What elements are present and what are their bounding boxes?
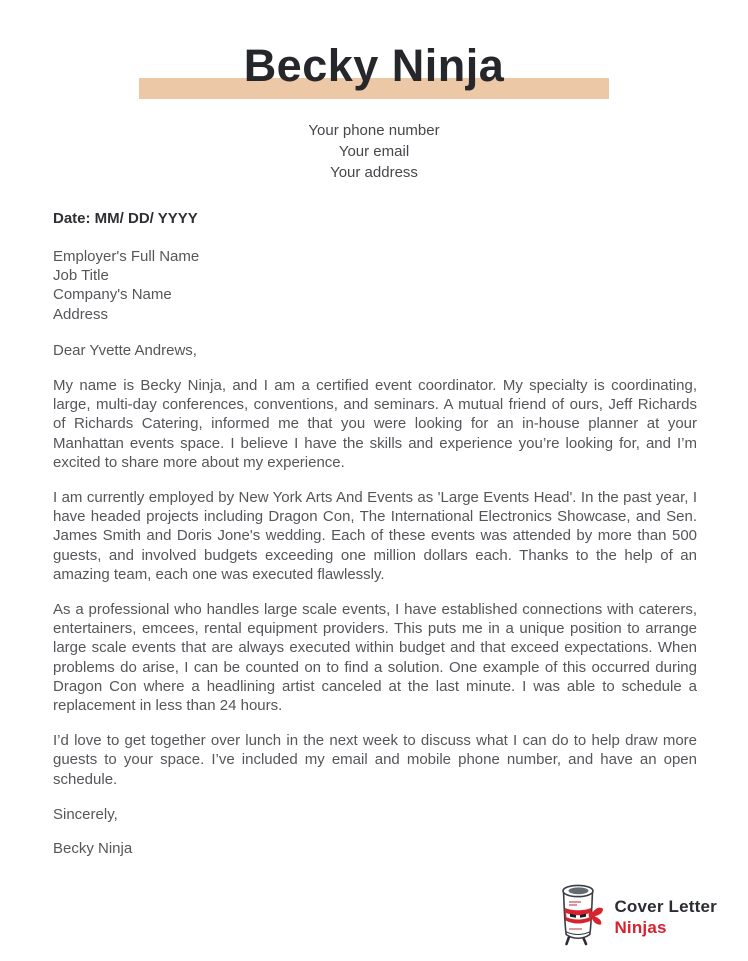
date-line: Date: MM/ DD/ YYYY bbox=[53, 210, 198, 227]
brand-logo bbox=[552, 882, 717, 951]
letter-header bbox=[0, 0, 748, 90]
logo-line1: Cover Letter bbox=[614, 896, 717, 916]
recipient-name: Employer's Full Name bbox=[53, 248, 200, 265]
closing: Sincerely, bbox=[53, 805, 118, 823]
contact-email: Your email bbox=[338, 143, 410, 160]
recipient-address: Address bbox=[53, 305, 109, 323]
contact-phone: Your phone number bbox=[308, 122, 440, 139]
paragraph-skills: As a professional who handles large scale events, I have established connections with caterers, entertainers, emcees, rental equipment providers. This puts me in a unique position to arrange large scale events that are always executed within budget and that exceed expectations. When problems do arise, I can be counted on to find a solution. One example of this occurred during Dragon Con where a headlining artist canceled at the last minute. I was able to schedule a replacement in less than 24 hours. bbox=[53, 601, 697, 715]
logo-line2: Ninjas bbox=[614, 917, 667, 937]
ninja-scroll-icon bbox=[552, 882, 604, 951]
recipient-block bbox=[53, 247, 697, 324]
contact-address: Your address bbox=[330, 164, 418, 181]
paragraph-intro: My name is Becky Ninja, and I am a certified event coordinator. My specialty is coordinating, large, multi-day conferences, conventions, and seminars. A mutual friend of ours, Jeff Richards of Richards Catering, informed me that you were looking for an in-house planner at your Manhattan events space. I believe I have the skills and experience you’re looking for, and I’m excited to share more about my experience. bbox=[53, 377, 697, 471]
signature: Becky Ninja bbox=[53, 840, 133, 858]
salutation: Dear Yvette Andrews, bbox=[53, 341, 197, 359]
logo-text bbox=[614, 896, 717, 938]
recipient-job-title: Job Title bbox=[53, 267, 109, 285]
contact-block bbox=[0, 120, 748, 183]
page-title: Becky Ninja bbox=[243, 40, 505, 91]
recipient-company: Company's Name bbox=[53, 286, 172, 304]
letter-body bbox=[53, 209, 697, 858]
paragraph-experience: I am currently employed by New York Arts And Events as 'Large Events Head'. In the past year, I have headed projects including Dragon Con, The International Electronics Showcase, and Sen. James Smith and Doris Jone's wedding. Each of these events was attended by more than 500 guests, and involved budgets exceeding one million dollars each. Thanks to the help of an amazing team, each one was executed flawlessly. bbox=[53, 489, 697, 583]
paragraph-call-to-action: I’d love to get together over lunch in the next week to discuss what I can do to help draw more guests to your space. I’ve included my email and mobile phone number, and have an open schedule. bbox=[53, 732, 697, 788]
